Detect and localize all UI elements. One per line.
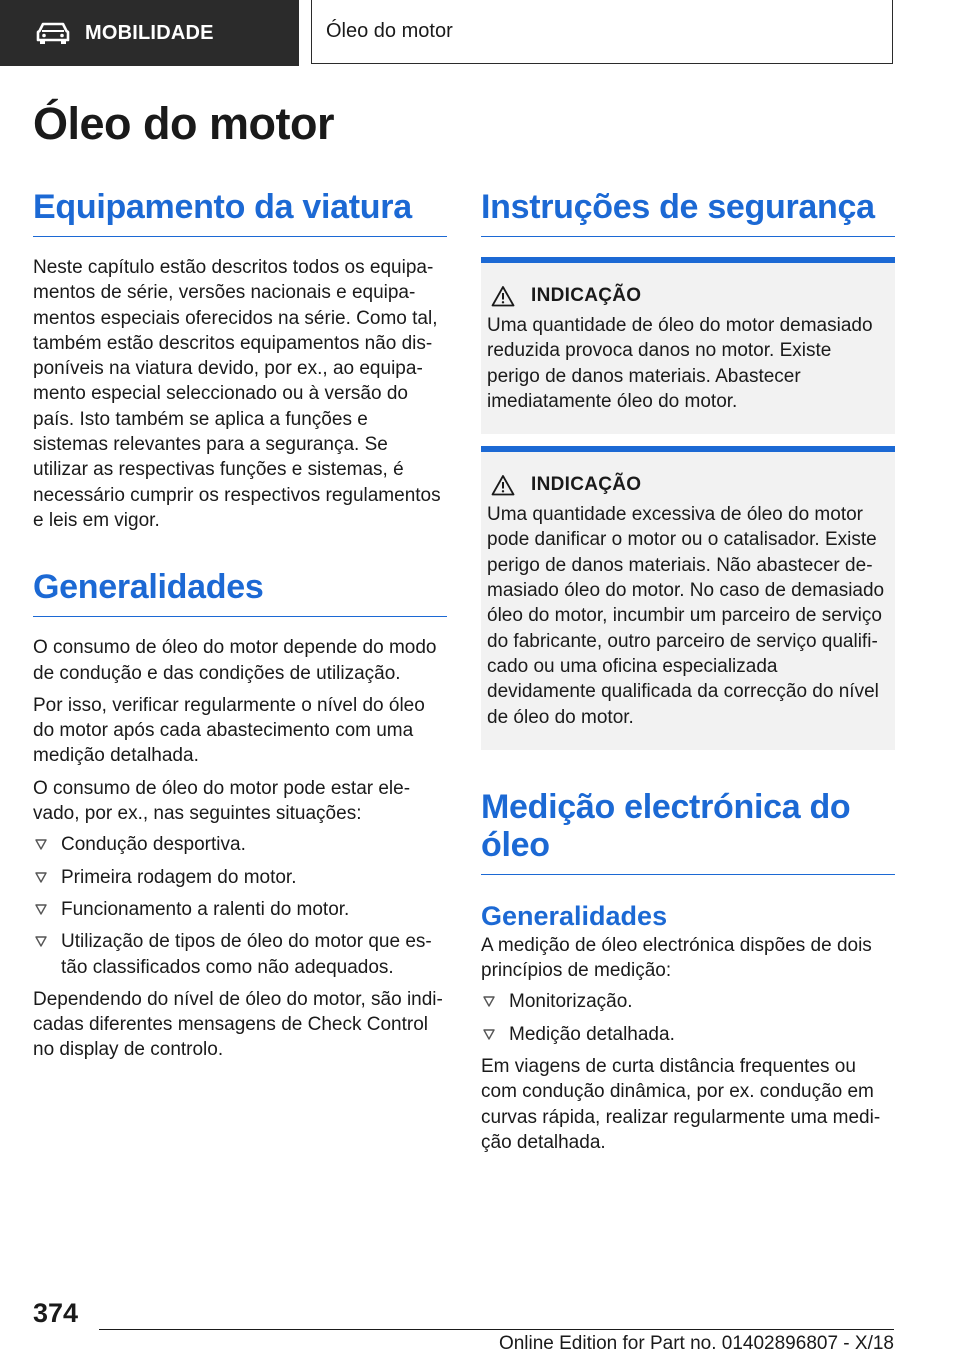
triangle-bullet-icon (483, 1029, 495, 1040)
general-paragraph-4: Dependendo do nível de óleo do motor, são indicadas diferentes mensagens de Check Control no display de controlo. (33, 988, 443, 1061)
list-item (33, 865, 447, 890)
list-item-text: Funcionamento a ralenti do motor. (61, 898, 350, 920)
left-column (33, 188, 447, 1063)
list-item (481, 1022, 895, 1047)
list-item (33, 897, 447, 922)
equipment-heading: Equipamento da viatura (33, 188, 447, 237)
triangle-bullet-icon (35, 936, 47, 947)
edition-text: Online Edition for Part no. 01402896807 - X/18 (498, 1333, 894, 1354)
general-heading: Generalidades (33, 568, 447, 617)
list-item-text: Condução desportiva. (61, 834, 246, 856)
warning-icon (491, 285, 515, 307)
triangle-bullet-icon (483, 996, 495, 1007)
list-item (33, 832, 447, 857)
notice-header (487, 474, 887, 496)
page-number: 374 (33, 1298, 79, 1328)
triangle-bullet-icon (35, 872, 47, 883)
list-item-text: Primeira rodagem do motor. (61, 866, 297, 888)
footer-divider (99, 1329, 894, 1330)
right-column (481, 188, 895, 1155)
notice-text: Uma quantidade de óleo do motor demasiado reduzida provoca danos no motor. Existe perigo de danos materiais. Abastecer imediatamente óleo do motor. (487, 315, 873, 412)
notice-header (487, 285, 887, 307)
list-item (481, 989, 895, 1014)
notice-text: Uma quantidade excessiva de óleo do motor pode danificar o motor ou o catalisador. Existe perigo de danos materiais. Não abastecer demasiado óleo do motor. No caso de demasiado óleo do motor, incumbir um parceiro de serviço do fabricante, outro parceiro de serviço qualificado ou uma oficina especializada devidamente qualificada da correcção do nível de óleo do motor. (487, 504, 885, 728)
situations-list (33, 832, 447, 979)
list-item (33, 929, 447, 980)
list-item-text: Utilização de tipos de óleo do motor que estão classificados como não adequados. (61, 931, 432, 978)
general-paragraph-1: O consumo de óleo do motor depende do modo de condução e das condições de utilização. (33, 637, 437, 684)
list-item-text: Medição detalhada. (509, 1023, 675, 1045)
warning-icon (491, 474, 515, 496)
measurement-paragraph-1: A medição de óleo electrónica dispões de dois princípios de medição: (481, 934, 872, 982)
general-paragraph-3: O consumo de óleo do motor pode estar elevado, por ex., nas seguintes situações: (33, 777, 411, 825)
page-title: Óleo do motor (33, 98, 334, 149)
measurement-subheading: Generalidades (481, 900, 668, 931)
equipment-text: Neste capítulo estão descritos todos os equipamentos de série, versões nacionais e equipamentos especiais oferecidos na série. Como tal, também estão descritos equipamentos não disponíveis na viatura devido, por ex., ao equipamento especial seleccionado ou à versão do país. Isto também se aplica a funções e sistemas relevantes para a segurança. Se utilizar as respectivas funções e sistemas, é necessário cumprir os respectivos regulamentos e leis em vigor. (33, 257, 441, 531)
car-icon (36, 21, 70, 45)
list-item-text: Monitorização. (509, 991, 633, 1013)
measurement-heading: Medição electrónica do óleo (481, 788, 895, 875)
safety-heading: Instruções de segurança (481, 188, 895, 237)
section-tab[interactable] (0, 0, 299, 66)
notice-label: INDICAÇÃO (531, 474, 642, 496)
chapter-title: Óleo do motor (326, 20, 453, 42)
chapter-box (311, 0, 893, 64)
notice-box (481, 446, 895, 750)
general-paragraph-2: Por isso, verificar regularmente o nível do óleo do motor após cada abastecimento com uma medição detalhada. (33, 694, 425, 767)
principles-list (481, 989, 895, 1047)
notice-label: INDICAÇÃO (531, 285, 642, 306)
triangle-bullet-icon (35, 839, 47, 850)
triangle-bullet-icon (35, 904, 47, 915)
notice-box (481, 257, 895, 434)
page-header (0, 0, 960, 66)
measurement-paragraph-2: Em viagens de curta distância frequentes ou com condução dinâmica, por ex. condução em curvas rápida, realizar regularmente uma medição detalhada. (481, 1056, 881, 1153)
section-label: MOBILIDADE (85, 21, 214, 44)
